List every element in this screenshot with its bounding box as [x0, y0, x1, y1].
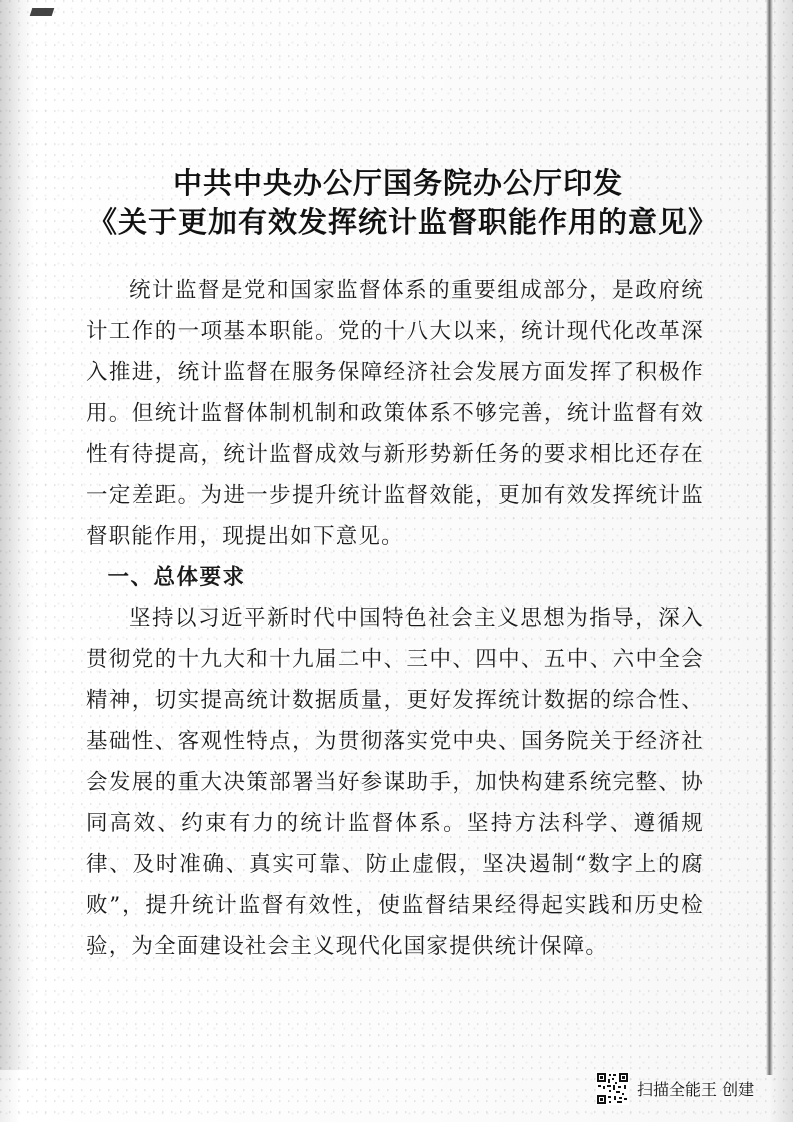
document-title-line-2: 《关于更加有效发挥统计监督职能作用的意见》 [88, 205, 719, 240]
section-paragraph: 坚持以习近平新时代中国特色社会主义思想为指导，深入贯彻党的十九大和十九届二中、三中、四中、五中、六中全会精神，切实提高统计数据质量，更好发挥统计数据的综合性、基础性、客观性特点，为贯彻落实党中央、国务院关于经济社会发展的重大决策部署当好参谋助手，加快构建系统完整、协同高效、约束有力的统计监督体系。坚持方法科学、遵循规律、及时准确、真实可靠、防止虚假，坚决遏制“数字上的腐败”，提升统计监督有效性，使监督结果经得起实践和历史检验，为全面建设社会主义现代化国家提供统计保障。 [86, 606, 704, 959]
scan-left-shadow [0, 0, 34, 1070]
document-title [88, 164, 719, 242]
watermark-text: 扫描全能王 创建 [637, 1079, 755, 1099]
scan-mark [30, 8, 55, 16]
section-heading: 一、总体要求 [107, 565, 246, 590]
document-title-line-1: 中共中央办公厅国务院办公厅印发 [172, 166, 623, 201]
intro-paragraph: 统计监督是党和国家监督体系的重要组成部分，是政府统计工作的一项基本职能。党的十八大以来，统计现代化改革深入推进，统计监督在服务保障经济社会发展方面发挥了积极作用。但统计监督体制机制和政策体系不够完善，统计监督有效性有待提高，统计监督成效与新形势新任务的要求相比还存在一定差距。为进一步提升统计监督效能，更加有效发挥统计监督职能作用，现提出如下意见。 [86, 278, 704, 549]
qr-code-icon [596, 1072, 629, 1105]
scan-right-edge-line [766, 0, 773, 1075]
scan-watermark [596, 1071, 754, 1105]
document-body [86, 270, 704, 967]
